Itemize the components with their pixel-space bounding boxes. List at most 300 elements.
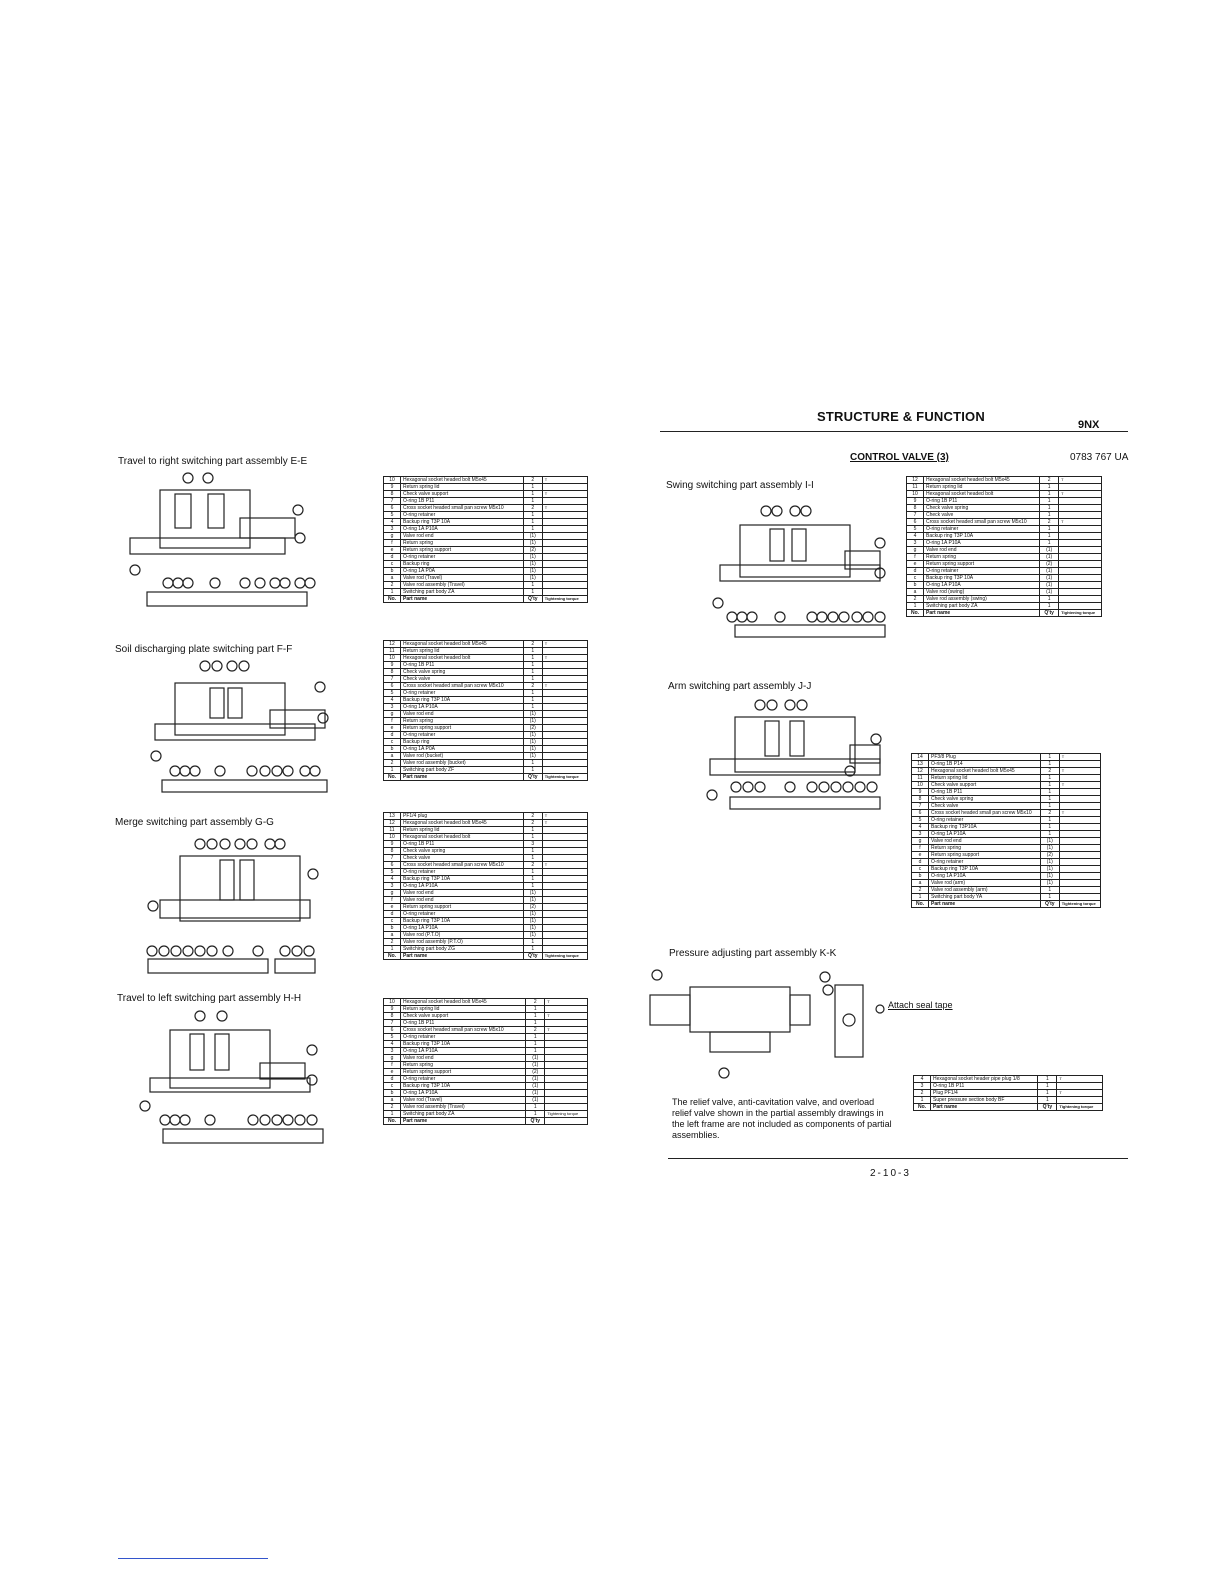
parts-table-ff (383, 640, 588, 781)
quantity: (1) (526, 1055, 545, 1062)
table-row (907, 519, 1102, 526)
quantity: 2 (1040, 477, 1059, 484)
torque (1059, 484, 1102, 491)
part-no: 10 (907, 491, 924, 498)
part-name: Return spring lid (401, 1006, 526, 1013)
part-no: c (384, 918, 401, 925)
part-no: 7 (384, 855, 401, 862)
quantity: 1 (526, 1104, 545, 1111)
part-no: No. (914, 1104, 931, 1111)
part-name: O-ring 1A P10A (401, 925, 524, 932)
torque (545, 1034, 588, 1041)
part-name: Hexagonal socket header pipe plug 1/8 (931, 1076, 1038, 1083)
quantity: (2) (523, 547, 542, 554)
part-name: O-ring 1A P10A (401, 526, 524, 533)
quantity: (1) (523, 925, 542, 932)
part-no: d (384, 554, 401, 561)
torque: T (542, 505, 587, 512)
table-row (384, 1020, 588, 1027)
part-name: Backup ring T3P 10A (401, 519, 524, 526)
torque (1059, 582, 1102, 589)
part-no: 12 (384, 820, 401, 827)
part-no: 3 (907, 540, 924, 547)
part-no: 1 (384, 589, 401, 596)
part-no: b (907, 582, 924, 589)
part-no: f (907, 554, 924, 561)
part-name: Backup ring T3P 10A (924, 575, 1040, 582)
document-number: 0783 767 UA (1070, 452, 1129, 463)
part-name: Hexagonal socket headed bolt (401, 834, 524, 841)
part-name: Part name (401, 1118, 526, 1125)
quantity: 1 (526, 1048, 545, 1055)
table-row (384, 690, 588, 697)
part-name: Return spring (924, 554, 1040, 561)
part-no: e (384, 904, 401, 911)
diagram-ee (120, 470, 320, 610)
torque (542, 540, 587, 547)
quantity: Q'ty (526, 1118, 545, 1125)
part-name: Valve rod (Travel) (401, 1097, 526, 1104)
torque: Tightening torque (1059, 610, 1102, 617)
part-no: e (384, 725, 401, 732)
part-name: Check valve (924, 512, 1040, 519)
part-no: 4 (907, 533, 924, 540)
torque (1059, 838, 1100, 845)
quantity: (1) (523, 890, 542, 897)
quantity: 1 (526, 1034, 545, 1041)
table-row (912, 880, 1101, 887)
part-no: a (907, 589, 924, 596)
table-row (912, 866, 1101, 873)
torque (545, 1097, 588, 1104)
part-no: 4 (384, 876, 401, 883)
quantity: 1 (523, 834, 542, 841)
table-row (907, 512, 1102, 519)
quantity: (1) (523, 575, 542, 582)
quantity: (2) (1040, 852, 1059, 859)
part-name: Valve rod (bucket) (401, 753, 524, 760)
quantity: 1 (1038, 1083, 1057, 1090)
part-no: 8 (384, 491, 401, 498)
table-row (384, 925, 588, 932)
table-row (384, 897, 588, 904)
part-no: g (384, 890, 401, 897)
part-name: Hexagonal socket headed bolt M5x45 (401, 820, 524, 827)
part-no: 11 (384, 648, 401, 655)
quantity: 2 (523, 820, 542, 827)
parts-table-hh (383, 998, 588, 1125)
table-row (384, 662, 588, 669)
table-row (384, 848, 588, 855)
table-row (384, 904, 588, 911)
table-row (912, 810, 1101, 817)
part-no: c (912, 866, 929, 873)
quantity: 1 (523, 848, 542, 855)
quantity: 1 (1040, 803, 1059, 810)
part-name: Return spring support (924, 561, 1040, 568)
part-name: Return spring lid (924, 484, 1040, 491)
quantity: (1) (1040, 589, 1059, 596)
torque (542, 533, 587, 540)
torque (542, 690, 587, 697)
table-row (907, 491, 1102, 498)
table-row (384, 676, 588, 683)
table-row (912, 803, 1101, 810)
torque: Tightening torque (1059, 901, 1100, 908)
quantity: (1) (1040, 859, 1059, 866)
part-no: d (912, 859, 929, 866)
quantity: 1 (1040, 533, 1059, 540)
part-name: Valve rod assembly (Travel) (401, 1104, 526, 1111)
torque: T (1059, 519, 1102, 526)
part-no: No. (384, 596, 401, 603)
table-row (384, 711, 588, 718)
table-row (384, 561, 588, 568)
torque: Tightening torque (542, 596, 587, 603)
table-row (384, 683, 588, 690)
torque (1057, 1083, 1103, 1090)
quantity: (1) (523, 540, 542, 547)
part-name: O-ring retainer (924, 568, 1040, 575)
part-no: 3 (384, 704, 401, 711)
part-name: Part name (924, 610, 1040, 617)
diagram-jj (700, 695, 900, 810)
table-row (384, 491, 588, 498)
torque: T (1059, 754, 1100, 761)
torque (1059, 803, 1100, 810)
table-row (914, 1104, 1103, 1111)
quantity: Q'ty (523, 596, 542, 603)
torque (542, 883, 587, 890)
part-no: 12 (384, 641, 401, 648)
part-no: 10 (384, 834, 401, 841)
part-name: Return spring (401, 540, 524, 547)
torque (1059, 824, 1100, 831)
quantity: 1 (1040, 596, 1059, 603)
quantity: 1 (526, 1111, 545, 1118)
table-row (384, 1006, 588, 1013)
part-no: 9 (907, 498, 924, 505)
table-row (384, 918, 588, 925)
part-name: O-ring 1B P11 (929, 789, 1041, 796)
part-no: 1 (914, 1097, 931, 1104)
torque (542, 519, 587, 526)
part-no: f (384, 1062, 401, 1069)
table-row (907, 589, 1102, 596)
parts-table-kk (913, 1075, 1103, 1111)
part-name: Switching part body ZA (924, 603, 1040, 610)
part-no: 6 (384, 505, 401, 512)
part-name: Backup ring T3P 10A (401, 876, 524, 883)
table-row (384, 1041, 588, 1048)
part-name: Backup ring (401, 561, 524, 568)
part-name: Super pressure section body BF (931, 1097, 1038, 1104)
blue-rule (118, 1558, 268, 1559)
torque (542, 526, 587, 533)
table-row (384, 1027, 588, 1034)
caption-ff: Soil discharging plate switching part F-F (115, 644, 293, 655)
part-name: Return spring (401, 1062, 526, 1069)
quantity: 1 (523, 669, 542, 676)
table-row (907, 575, 1102, 582)
table-row (384, 533, 588, 540)
section-subtitle: CONTROL VALVE (3) (850, 452, 949, 463)
table-row (384, 746, 588, 753)
part-name: Hexagonal socket headed bolt M5x45 (401, 477, 524, 484)
table-row (384, 1076, 588, 1083)
torque (542, 648, 587, 655)
part-name: Valve rod end (401, 890, 524, 897)
part-no: a (912, 880, 929, 887)
diagram-kk (640, 965, 885, 1090)
table-row (384, 718, 588, 725)
table-row (384, 820, 588, 827)
table-row (912, 796, 1101, 803)
part-no: 3 (912, 831, 929, 838)
part-no: c (384, 561, 401, 568)
part-no: c (907, 575, 924, 582)
diagram-gg (140, 834, 320, 984)
caption-gg: Merge switching part assembly G-G (115, 817, 274, 828)
part-no: 9 (384, 662, 401, 669)
part-no: 3 (384, 1048, 401, 1055)
quantity: 1 (1040, 817, 1059, 824)
page-number: 2-10-3 (870, 1168, 911, 1179)
part-name: PF3/8 Plug (929, 754, 1041, 761)
part-name: Valve rod (P.T.O) (401, 932, 524, 939)
part-name: Return spring lid (401, 648, 524, 655)
quantity: 1 (1040, 887, 1059, 894)
table-row (384, 596, 588, 603)
table-row (384, 855, 588, 862)
parts-table-gg (383, 812, 588, 960)
table-row (384, 512, 588, 519)
torque (542, 732, 587, 739)
quantity: 1 (1040, 484, 1059, 491)
diagram-hh (130, 1008, 330, 1153)
torque (1059, 526, 1102, 533)
part-no: 7 (907, 512, 924, 519)
part-no: c (384, 1083, 401, 1090)
part-no: 6 (384, 683, 401, 690)
part-name: PF1/4 plug (401, 813, 524, 820)
table-row (384, 540, 588, 547)
table-row (912, 789, 1101, 796)
quantity: (1) (1040, 547, 1059, 554)
part-name: O-ring 1A P10A (924, 540, 1040, 547)
quantity: 1 (1038, 1076, 1057, 1083)
part-name: Valve rod assembly (Travel) (401, 582, 524, 589)
torque (542, 512, 587, 519)
part-no: 2 (384, 760, 401, 767)
quantity: (1) (1040, 845, 1059, 852)
quantity: 1 (1040, 761, 1059, 768)
part-name: Check valve support (401, 491, 524, 498)
table-row (384, 1111, 588, 1118)
part-no: e (384, 1069, 401, 1076)
part-no: 5 (384, 690, 401, 697)
parts-table-ee (383, 476, 588, 603)
part-no: 13 (384, 813, 401, 820)
quantity: Q'ty (1040, 610, 1059, 617)
part-no: b (912, 873, 929, 880)
part-no: 1 (384, 767, 401, 774)
quantity: (1) (523, 897, 542, 904)
part-no: 9 (384, 484, 401, 491)
part-name: Valve rod assembly (bucket) (401, 760, 524, 767)
part-no: 4 (384, 1041, 401, 1048)
quantity: 1 (523, 519, 542, 526)
part-name: Switching part body ZG (401, 946, 524, 953)
part-name: O-ring 1A P10A (924, 582, 1040, 589)
part-name: Return spring support (401, 547, 524, 554)
part-no: 8 (384, 669, 401, 676)
part-no: a (384, 575, 401, 582)
quantity: (1) (1040, 554, 1059, 561)
torque (542, 834, 587, 841)
quantity: 1 (1040, 491, 1059, 498)
part-no: No. (384, 774, 401, 781)
table-row (907, 540, 1102, 547)
table-row (384, 589, 588, 596)
table-row (384, 655, 588, 662)
table-row (907, 568, 1102, 575)
torque (542, 897, 587, 904)
part-no: d (384, 911, 401, 918)
torque: T (1059, 768, 1100, 775)
part-no: b (384, 925, 401, 932)
table-row (384, 946, 588, 953)
torque (1059, 894, 1100, 901)
part-no: 7 (384, 498, 401, 505)
quantity: 1 (1040, 831, 1059, 838)
quantity: (1) (526, 1083, 545, 1090)
torque: T (1057, 1090, 1103, 1097)
quantity: 1 (1040, 505, 1059, 512)
part-name: Cross socket headed small pan screw M5x10 (401, 1027, 526, 1034)
torque (1059, 596, 1102, 603)
torque (1059, 845, 1100, 852)
part-no: 9 (384, 1006, 401, 1013)
part-no: 7 (912, 803, 929, 810)
table-row (384, 575, 588, 582)
part-no: 6 (907, 519, 924, 526)
table-row (384, 568, 588, 575)
part-no: f (384, 718, 401, 725)
table-row (384, 911, 588, 918)
part-name: Valve rod (swing) (924, 589, 1040, 596)
table-row (384, 1055, 588, 1062)
parts-table-ii (906, 476, 1102, 617)
part-name: Plug PF1/4 (931, 1090, 1038, 1097)
quantity: Q'ty (523, 953, 542, 960)
torque (542, 547, 587, 554)
quantity: Q'ty (1038, 1104, 1057, 1111)
part-no: 13 (912, 761, 929, 768)
part-name: Check valve spring (924, 505, 1040, 512)
part-name: Valve rod end (401, 897, 524, 904)
torque (542, 946, 587, 953)
table-row (384, 774, 588, 781)
quantity: 1 (523, 484, 542, 491)
quantity: 1 (1038, 1090, 1057, 1097)
part-name: Valve rod end (401, 711, 524, 718)
part-name: Return spring support (929, 852, 1041, 859)
table-row (384, 1034, 588, 1041)
header-rule (660, 431, 1128, 432)
torque: T (1059, 491, 1102, 498)
table-row (384, 813, 588, 820)
table-row (912, 817, 1101, 824)
torque (1059, 540, 1102, 547)
part-name: Return spring (929, 845, 1041, 852)
torque (1059, 859, 1100, 866)
part-no: d (384, 732, 401, 739)
quantity: 1 (1040, 540, 1059, 547)
part-name: Check valve (929, 803, 1041, 810)
torque (542, 760, 587, 767)
part-name: Valve rod assembly (arm) (929, 887, 1041, 894)
part-name: O-ring 1A P10A (401, 1090, 526, 1097)
part-name: Check valve spring (929, 796, 1041, 803)
part-no: e (907, 561, 924, 568)
caption-ee: Travel to right switching part assembly E-E (118, 456, 308, 467)
table-row (912, 775, 1101, 782)
torque (542, 725, 587, 732)
torque: Tightening torque (545, 1111, 588, 1118)
quantity: 1 (523, 648, 542, 655)
torque (1059, 498, 1102, 505)
part-name: Backup ring T3P 10A (924, 533, 1040, 540)
table-row (914, 1083, 1103, 1090)
table-row (907, 610, 1102, 617)
torque (1059, 796, 1100, 803)
part-no: 7 (384, 1020, 401, 1027)
torque: T (542, 641, 587, 648)
torque (545, 1020, 588, 1027)
torque (1059, 512, 1102, 519)
part-name: O-ring 1B P11 (401, 1020, 526, 1027)
torque (1059, 831, 1100, 838)
torque (1059, 789, 1100, 796)
quantity: 1 (1040, 603, 1059, 610)
part-name: Backup ring T3P10A (929, 824, 1041, 831)
table-row (907, 582, 1102, 589)
part-name: O-ring retainer (924, 526, 1040, 533)
torque: T (542, 820, 587, 827)
part-no: g (384, 1055, 401, 1062)
torque (542, 932, 587, 939)
part-name: O-ring retainer (401, 869, 524, 876)
table-row (907, 561, 1102, 568)
torque (542, 925, 587, 932)
table-row (907, 547, 1102, 554)
part-no: g (907, 547, 924, 554)
quantity: (2) (523, 904, 542, 911)
table-row (384, 582, 588, 589)
table-row (384, 648, 588, 655)
torque (1059, 568, 1102, 575)
table-row (907, 498, 1102, 505)
caption-kk: Pressure adjusting part assembly K-K (669, 948, 837, 959)
part-name: O-ring retainer (401, 1076, 526, 1083)
torque (1059, 505, 1102, 512)
part-name: Cross socket headed small pan screw M5x10 (929, 810, 1041, 817)
part-no: g (912, 838, 929, 845)
part-name: Check valve spring (401, 848, 524, 855)
part-no: 11 (907, 484, 924, 491)
quantity: 2 (523, 813, 542, 820)
